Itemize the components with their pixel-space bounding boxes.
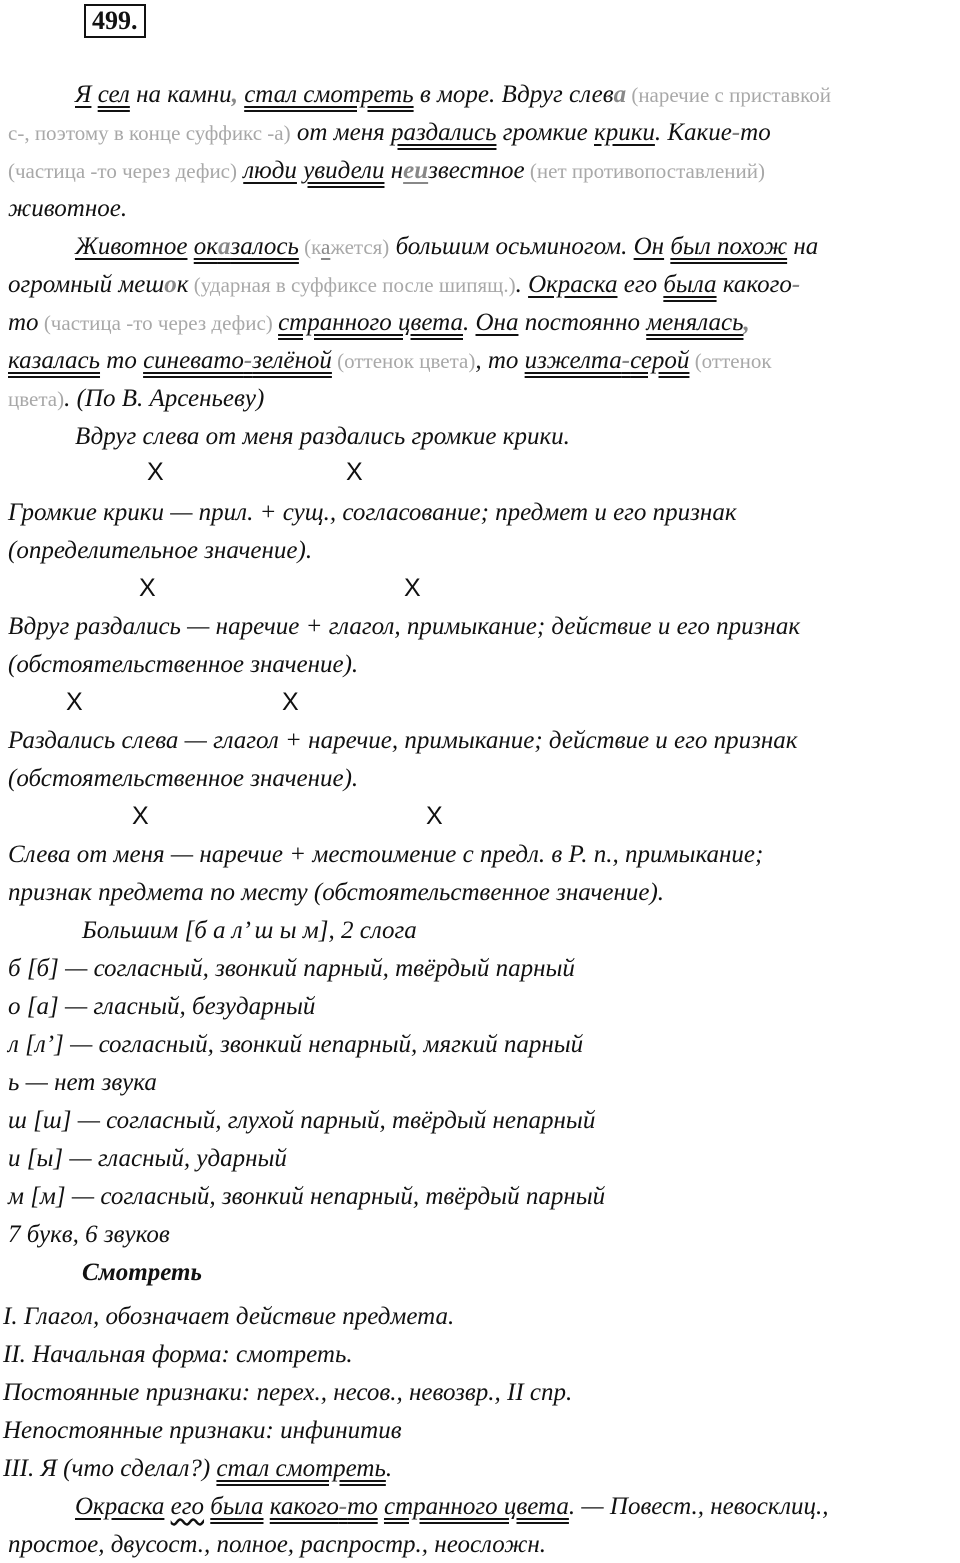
phonetic-title: Большим [б а л’ ш ы м], 2 слога [82, 917, 417, 944]
predicate [270, 1493, 378, 1520]
text-fragment: (к [298, 235, 322, 259]
text-fragment: . [385, 1455, 393, 1482]
text-line [8, 384, 264, 414]
hyphen-mark: - [621, 347, 631, 374]
text-fragment: на камни [129, 81, 232, 108]
text-fragment: . [463, 309, 476, 336]
phrase-analysis: (обстоятельственное значение). [8, 765, 359, 792]
text-fragment: . — Повест., невосклиц., [568, 1493, 829, 1520]
predicate [143, 347, 332, 374]
hyphen-mark: - [731, 119, 741, 146]
predicate: менялась [646, 309, 744, 336]
main-word-mark: X [426, 802, 443, 830]
comment: цвета) [8, 387, 65, 411]
text-fragment: на [787, 233, 819, 260]
orthogram-letter: а [613, 81, 627, 108]
morph-line: Постоянные признаки: перех., несов., невозвр., II спр. [3, 1379, 573, 1406]
subject: Он [633, 233, 665, 260]
main-word-mark: X [66, 688, 83, 716]
morph-line: Непостоянные признаки: инфинитив [3, 1417, 402, 1444]
orthogram-letters: еи [403, 157, 429, 184]
text-fragment: то [100, 347, 144, 374]
orthogram-letter: о [164, 271, 177, 298]
hyphen-mark: - [338, 1493, 348, 1520]
exercise-number: 499. [84, 4, 146, 38]
text-fragment: какого [716, 271, 792, 298]
text-fragment: звестное [428, 157, 525, 184]
morph-line: I. Глагол, обозначает действие предмета. [3, 1303, 455, 1330]
text-fragment: то [740, 119, 771, 146]
text-fragment: постоянно [518, 309, 647, 336]
text-fragment: . Какие [654, 119, 732, 146]
text-fragment: . [515, 271, 529, 298]
subject: Она [475, 309, 519, 336]
phonetic-summary: 7 букв, 6 звуков [8, 1221, 170, 1248]
subject: Окраска [528, 271, 618, 298]
text-fragment: III. Я (что сделал?) [3, 1455, 217, 1482]
phrase-analysis: Раздались слева — глагол + наречие, примыкание; действие и его признак [8, 727, 798, 754]
predicate: странного цвета [278, 309, 463, 336]
text-line [8, 156, 765, 186]
text-fragment: огромный меш [8, 271, 165, 298]
predicate: увидели [303, 157, 385, 184]
predicate: сел [97, 81, 130, 108]
predicate: был похож [670, 233, 788, 260]
text-fragment: к [176, 271, 189, 298]
main-word-mark: X [139, 574, 156, 602]
main-word-mark: X [132, 802, 149, 830]
text-fragment: н [384, 157, 404, 184]
text-fragment: какого [269, 1493, 339, 1520]
phrase-analysis: Громкие крики — прил. + сущ., согласование; предмет и его признак [8, 499, 737, 526]
text-line [75, 80, 831, 110]
phrase-analysis: Вдруг раздались — наречие + глагол, примыкание; действие и его признак [8, 613, 801, 640]
comma-mark: , [231, 81, 238, 108]
predicate: стал смотреть [216, 1455, 386, 1482]
text-fragment: от меня [290, 119, 392, 146]
phonetic-line: ь — нет звука [8, 1069, 157, 1096]
text-fragment: синевато [143, 347, 244, 374]
text-line [8, 346, 772, 376]
phonetic-line: о [а] — гласный, безударный [8, 993, 316, 1020]
subject: крики [594, 119, 655, 146]
text-fragment: изжелта [524, 347, 622, 374]
main-word-mark: X [346, 458, 363, 486]
predicate: странного цвета [383, 1493, 569, 1520]
phrase-analysis: Слева от меня — наречие + местоимение с предл. в Р. п., примыкание; [8, 841, 764, 868]
check-letter: а [321, 235, 331, 259]
text-line: животное. [8, 195, 128, 222]
main-word-mark: X [147, 458, 164, 486]
morph-title: Смотреть [82, 1259, 202, 1286]
text-line [75, 232, 818, 262]
sentence-analysis [75, 1492, 828, 1522]
text-fragment: в море. Вдруг слев [413, 81, 614, 108]
subject: люди [243, 157, 297, 184]
text-fragment: то [8, 309, 39, 336]
main-word-mark: X [282, 688, 299, 716]
morph-line [3, 1454, 392, 1484]
text-line [8, 308, 750, 338]
attribute: его [170, 1493, 205, 1520]
comment: (частица -то через дефис) [38, 311, 279, 335]
comment: (наречие с приставкой [626, 83, 831, 107]
text-fragment: его [617, 271, 664, 298]
subject: Животное [75, 233, 188, 260]
text-fragment: зелёной [252, 347, 332, 374]
text-fragment: громкие [496, 119, 595, 146]
text-fragment: то [347, 1493, 378, 1520]
subject: Я [75, 81, 92, 108]
text-line [8, 118, 771, 148]
predicate [525, 347, 690, 374]
phrase-analysis: признак предмета по месту (обстоятельственное значение). [8, 879, 665, 906]
comment: (оттенок [689, 349, 772, 373]
comment: (частица -то через дефис) [8, 159, 237, 183]
text-fragment: большим осьминогом. [389, 233, 634, 260]
comment [299, 235, 389, 259]
text-fragment: . (По В. Арсеньеву) [64, 385, 265, 412]
phonetic-line: л [л’] — согласный, звонкий непарный, мягкий парный [8, 1031, 584, 1058]
phonetic-line: м [м] — согласный, звонкий непарный, твёрдый парный [8, 1183, 606, 1210]
main-word-mark: X [404, 574, 421, 602]
predicate: была [663, 271, 717, 298]
predicate: стал смотреть [244, 81, 414, 108]
predicate [194, 233, 299, 260]
sentence-analysis: простое, двусост., полное, распростр., неосложн. [8, 1531, 547, 1558]
text-fragment: залось [230, 233, 299, 260]
subject: Окраска [75, 1493, 165, 1520]
predicate: раздались [391, 119, 497, 146]
comment: (нет противопоставлений) [524, 159, 766, 183]
text-fragment: серой [630, 347, 690, 374]
text-line [8, 270, 800, 300]
text-fragment: ок [193, 233, 218, 260]
comment: (оттенок цвета) [331, 349, 476, 373]
phonetic-line: б [б] — согласный, звонкий парный, твёрдый парный [8, 955, 575, 982]
orthogram-letter: а [217, 233, 231, 260]
phrase-analysis: (определительное значение). [8, 537, 313, 564]
phonetic-line: ш [ш] — согласный, глухой парный, твёрдый непарный [8, 1107, 596, 1134]
text-fragment: , то [475, 347, 525, 374]
sentence: Вдруг слева от меня раздались громкие крики. [75, 423, 570, 450]
comma-mark: , [743, 309, 750, 336]
predicate: была [210, 1493, 264, 1520]
morph-line: II. Начальная форма: смотреть. [3, 1341, 353, 1368]
predicate: казалась [8, 347, 101, 374]
comment: (ударная в суффиксе после шипящ.) [188, 273, 516, 297]
comment: с-, поэтому в конце суффикс -а) [8, 121, 291, 145]
text-fragment: жется) [330, 235, 390, 259]
hyphen-mark: - [243, 347, 253, 374]
phonetic-line: и [ы] — гласный, ударный [8, 1145, 287, 1172]
hyphen-mark: - [791, 271, 801, 298]
phrase-analysis: (обстоятельственное значение). [8, 651, 359, 678]
